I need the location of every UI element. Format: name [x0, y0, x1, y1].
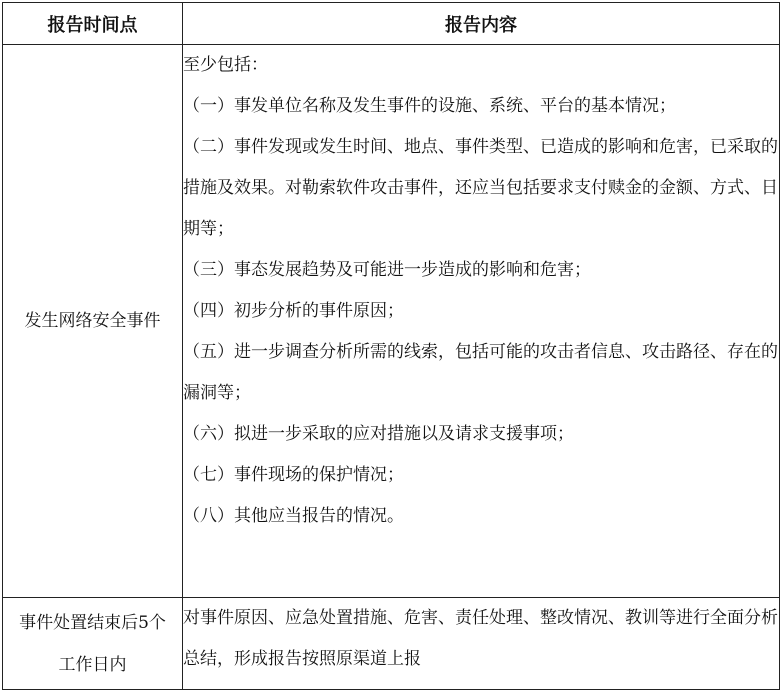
content-line: （二）事件发现或发生时间、地点、事件类型、已造成的影响和危害，已采取的措施及效果。对勒索软件攻击事件，还应当包括要求支付赎金的金额、方式、日期等；: [183, 137, 778, 239]
time-point-text: 事件处置结束后5个工作日内: [19, 612, 166, 675]
header-time-point: 报告时间点: [3, 3, 183, 45]
content-cell: [183, 45, 780, 598]
content-line: 对事件原因、应急处置措施、危害、责任处理、整改情况、教训等进行全面分析总结，形成报告按照原渠道上报: [183, 608, 778, 669]
table-row: [3, 598, 780, 690]
content-line: （四）初步分析的事件原因；: [183, 301, 404, 321]
header-content: 报告内容: [183, 3, 780, 45]
time-point-cell: [3, 598, 183, 690]
time-point-text: 发生网络安全事件: [24, 311, 161, 331]
header-row: [3, 3, 780, 45]
content-line: （五）进一步调查分析所需的线索，包括可能的攻击者信息、攻击路径、存在的漏洞等；: [183, 342, 778, 403]
report-table: [2, 2, 780, 690]
content-line: （三）事态发展趋势及可能进一步造成的影响和危害；: [183, 260, 591, 280]
content-cell: [183, 598, 780, 690]
content-line: （六）拟进一步采取的应对措施以及请求支援事项；: [183, 424, 574, 444]
content-line: （八）其他应当报告的情况。: [183, 506, 404, 526]
content-line: 至少包括：: [183, 55, 268, 75]
table-row: [3, 45, 780, 598]
content-line: （七）事件现场的保护情况；: [183, 465, 404, 485]
time-point-cell: [3, 45, 183, 598]
content-line: （一）事发单位名称及发生事件的设施、系统、平台的基本情况；: [183, 96, 676, 116]
